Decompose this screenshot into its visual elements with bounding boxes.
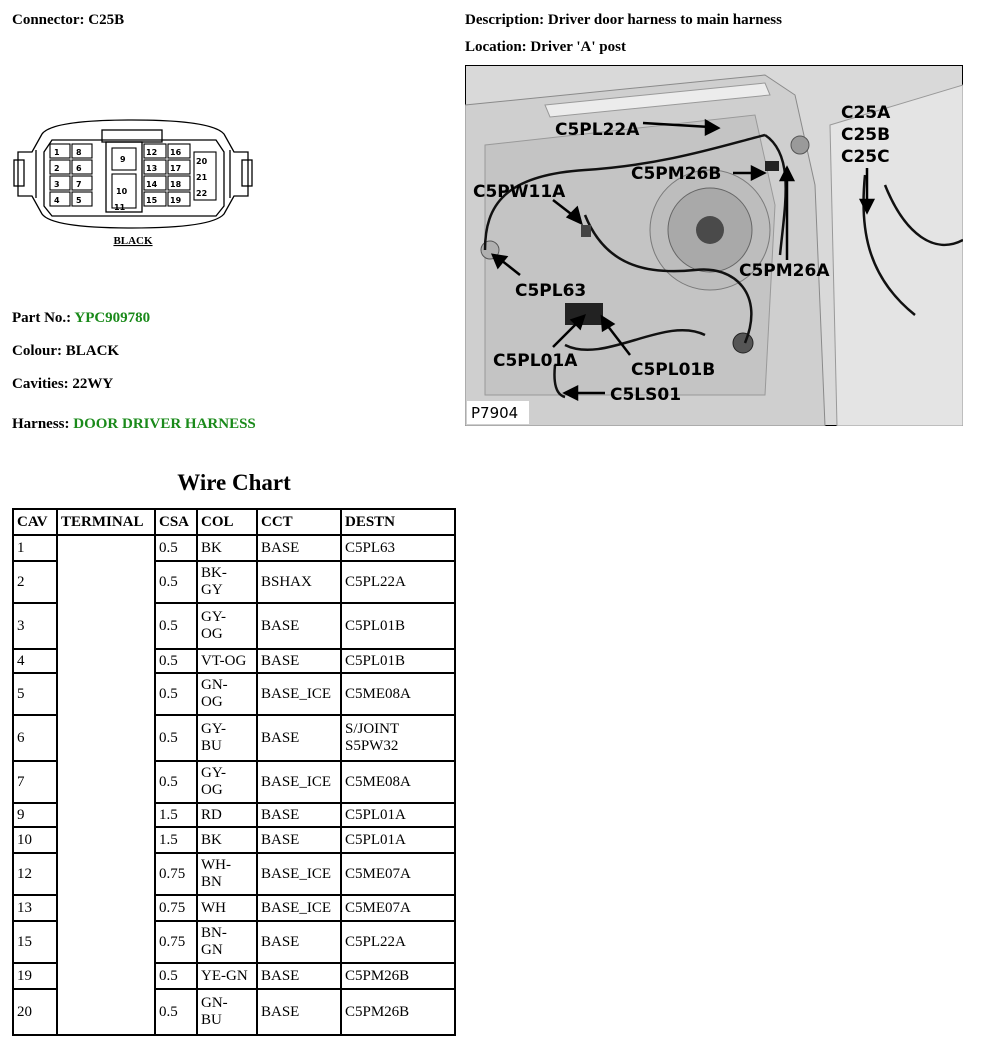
column-header-cav: CAV: [13, 509, 57, 535]
cell-cav: 4: [13, 649, 57, 673]
location-label: Location:: [465, 39, 527, 55]
cavity-number: 15: [146, 196, 158, 205]
cell-csa: 0.5: [155, 761, 197, 803]
cell-csa: 0.75: [155, 921, 197, 963]
table-header-row: [13, 509, 455, 535]
part-number: [12, 310, 150, 327]
cell-col: RD: [197, 803, 257, 827]
cell-cav: 19: [13, 963, 57, 989]
cell-destn: S/JOINT S5PW32: [341, 715, 455, 761]
callout-c5pm26a: C5PM26A: [739, 261, 830, 281]
cell-csa: 0.5: [155, 715, 197, 761]
cell-terminal: [57, 535, 155, 1035]
cell-col: BK: [197, 535, 257, 561]
photo-reference: P7904: [471, 404, 519, 422]
cell-cav: 5: [13, 673, 57, 715]
callout-c25a: C25A: [841, 103, 891, 123]
cavity-number: 18: [170, 180, 182, 189]
cell-col: YE-GN: [197, 963, 257, 989]
cavity-number: 12: [146, 148, 158, 157]
callout-c5pl01a: C5PL01A: [493, 351, 578, 371]
cell-col: GN- OG: [197, 673, 257, 715]
cell-cav: 10: [13, 827, 57, 853]
cavity-number: 5: [76, 196, 82, 205]
cell-destn: C5ME08A: [341, 761, 455, 803]
cavity-number: 1: [54, 148, 60, 157]
location: [465, 39, 626, 56]
cell-destn: C5PM26B: [341, 963, 455, 989]
cell-csa: 0.5: [155, 561, 197, 603]
cell-cav: 7: [13, 761, 57, 803]
cavities: [12, 376, 113, 393]
colour: [12, 343, 119, 360]
cell-cct: BASE: [257, 803, 341, 827]
column-header-col: COL: [197, 509, 257, 535]
column-header-cct: CCT: [257, 509, 341, 535]
cell-col: BN- GN: [197, 921, 257, 963]
cavity-number: 10: [116, 187, 128, 196]
wire-chart-table: [12, 508, 456, 1036]
cell-cct: BASE: [257, 603, 341, 649]
cell-cav: 1: [13, 535, 57, 561]
cell-col: BK- GY: [197, 561, 257, 603]
cell-col: GY- BU: [197, 715, 257, 761]
cavity-number: 9: [120, 155, 126, 164]
cell-cav: 3: [13, 603, 57, 649]
cell-col: GY- OG: [197, 761, 257, 803]
cavity-number: 17: [170, 164, 182, 173]
cell-csa: 0.5: [155, 603, 197, 649]
colour-label: Colour:: [12, 343, 62, 359]
cell-cct: BASE_ICE: [257, 853, 341, 895]
cell-cct: BSHAX: [257, 561, 341, 603]
cell-destn: C5PL63: [341, 535, 455, 561]
callout-c5ls01: C5LS01: [610, 385, 682, 405]
cell-destn: C5PL01B: [341, 603, 455, 649]
cell-destn: C5ME07A: [341, 853, 455, 895]
callout-c5pl01b: C5PL01B: [631, 360, 716, 380]
cavity-number: 13: [146, 164, 158, 173]
callout-c5pw11a: C5PW11A: [473, 182, 566, 202]
callout-c25b: C25B: [841, 125, 891, 145]
cell-col: GY- OG: [197, 603, 257, 649]
cell-cct: BASE: [257, 535, 341, 561]
connector-label: Connector:: [12, 12, 85, 28]
harness-value: DOOR DRIVER HARNESS: [73, 416, 256, 432]
cell-cct: BASE_ICE: [257, 895, 341, 921]
cell-cav: 9: [13, 803, 57, 827]
description: [465, 12, 782, 29]
cavity-number: 21: [196, 173, 208, 182]
cell-cct: BASE: [257, 827, 341, 853]
description-label: Description:: [465, 12, 545, 28]
location-value: Driver 'A' post: [530, 39, 626, 55]
cell-cav: 20: [13, 989, 57, 1035]
cell-destn: C5ME07A: [341, 895, 455, 921]
cavity-number: 2: [54, 164, 60, 173]
column-header-destn: DESTN: [341, 509, 455, 535]
cell-cct: BASE: [257, 649, 341, 673]
cavities-value: 22WY: [72, 376, 114, 392]
cell-destn: C5PL22A: [341, 921, 455, 963]
cell-cct: BASE_ICE: [257, 673, 341, 715]
cell-csa: 0.5: [155, 649, 197, 673]
cell-destn: C5PL01A: [341, 827, 455, 853]
wire-chart-body: [13, 535, 455, 1035]
cell-cct: BASE: [257, 921, 341, 963]
column-header-csa: CSA: [155, 509, 197, 535]
cell-col: VT-OG: [197, 649, 257, 673]
callout-c5pm26b: C5PM26B: [631, 164, 722, 184]
cell-cct: BASE: [257, 989, 341, 1035]
cell-csa: 0.75: [155, 895, 197, 921]
cavity-number: 19: [170, 196, 182, 205]
cell-cct: BASE: [257, 715, 341, 761]
harness: [12, 416, 256, 433]
cavity-number: 11: [114, 203, 126, 212]
cavity-number: 6: [76, 164, 82, 173]
cell-csa: 0.75: [155, 853, 197, 895]
part-number-label: Part No.:: [12, 310, 72, 326]
cell-destn: C5PL22A: [341, 561, 455, 603]
cell-col: BK: [197, 827, 257, 853]
location-photo: [465, 65, 963, 426]
cell-destn: C5ME08A: [341, 673, 455, 715]
cell-destn: C5PL01A: [341, 803, 455, 827]
colour-value: BLACK: [65, 343, 120, 359]
connector-face-diagram: [12, 112, 254, 252]
harness-label: Harness:: [12, 416, 70, 432]
cell-csa: 0.5: [155, 963, 197, 989]
cell-destn: C5PM26B: [341, 989, 455, 1035]
cavity-number: 3: [54, 180, 60, 189]
callout-c25c: C25C: [841, 147, 890, 167]
cell-cav: 2: [13, 561, 57, 603]
connector-id: [12, 12, 124, 29]
cavity-number: 7: [76, 180, 82, 189]
cavity-number: 8: [76, 148, 82, 157]
cavity-number: 20: [196, 157, 208, 166]
cell-cav: 6: [13, 715, 57, 761]
cavity-number: 4: [54, 196, 60, 205]
cell-csa: 0.5: [155, 673, 197, 715]
table-row: [13, 535, 455, 561]
connector-value: C25B: [88, 12, 125, 28]
wire-chart-title: Wire Chart: [177, 470, 291, 495]
cell-csa: 1.5: [155, 803, 197, 827]
cavities-label: Cavities:: [12, 376, 69, 392]
cell-csa: 0.5: [155, 535, 197, 561]
cell-cav: 13: [13, 895, 57, 921]
cell-csa: 0.5: [155, 989, 197, 1035]
cavity-number: 14: [146, 180, 158, 189]
cell-csa: 1.5: [155, 827, 197, 853]
part-number-value: YPC909780: [74, 310, 151, 326]
cell-col: WH- BN: [197, 853, 257, 895]
cell-destn: C5PL01B: [341, 649, 455, 673]
cavity-number: 22: [196, 189, 208, 198]
cell-cav: 12: [13, 853, 57, 895]
cavity-number: 16: [170, 148, 182, 157]
cell-cav: 15: [13, 921, 57, 963]
cell-cct: BASE_ICE: [257, 761, 341, 803]
description-value: Driver door harness to main harness: [547, 12, 782, 28]
column-header-terminal: TERMINAL: [57, 509, 155, 535]
connector-colour-caption: BLACK: [113, 235, 153, 247]
callout-c5pl22a: C5PL22A: [555, 120, 640, 140]
callout-c5pl63: C5PL63: [515, 281, 587, 301]
cell-col: WH: [197, 895, 257, 921]
cell-col: GN- BU: [197, 989, 257, 1035]
cell-cct: BASE: [257, 963, 341, 989]
